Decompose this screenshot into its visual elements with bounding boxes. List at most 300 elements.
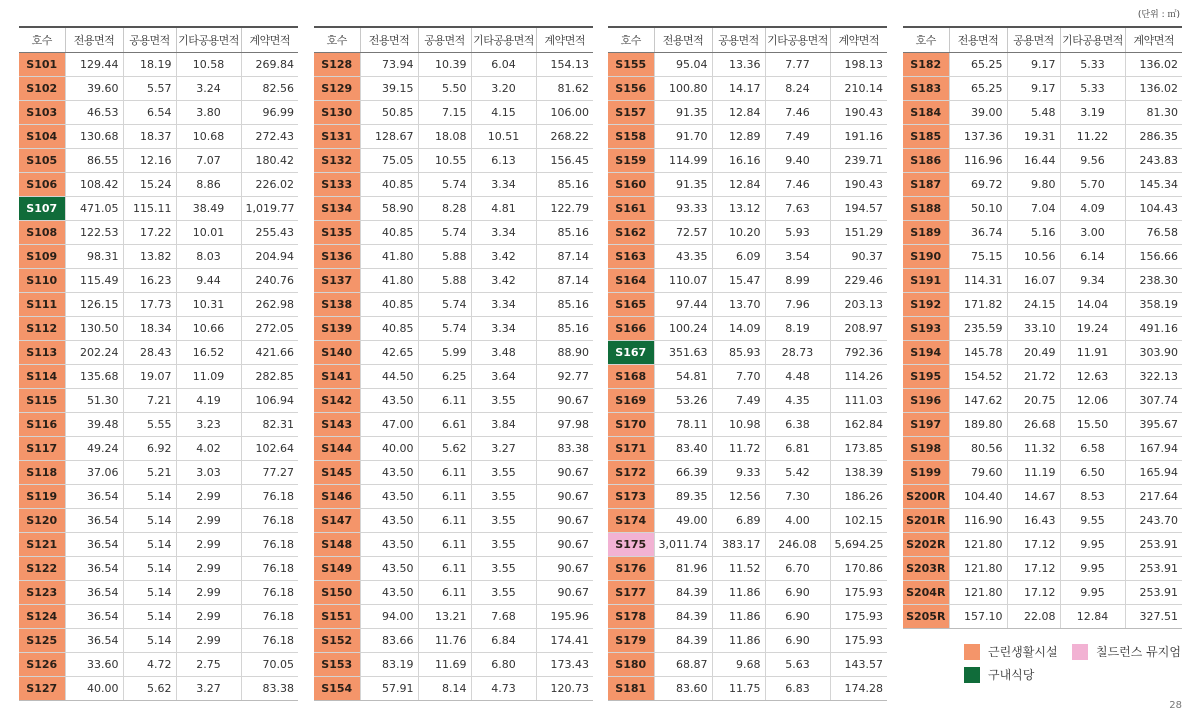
table-row xyxy=(19,509,298,533)
table-row xyxy=(314,653,593,677)
area-value-cell: 5.93 xyxy=(765,221,830,245)
area-value-cell: 36.74 xyxy=(949,221,1007,245)
table-row xyxy=(19,101,298,125)
area-value-cell: 208.97 xyxy=(830,317,887,341)
area-value-cell: 14.09 xyxy=(712,317,765,341)
unit-code-cell: S138 xyxy=(314,293,360,317)
area-value-cell: 83.60 xyxy=(654,677,712,701)
area-value-cell: 40.00 xyxy=(360,437,418,461)
table-row xyxy=(903,197,1182,221)
unit-code-cell: S105 xyxy=(19,149,65,173)
area-value-cell: 121.80 xyxy=(949,557,1007,581)
area-value-cell: 5.21 xyxy=(123,461,176,485)
table-row xyxy=(19,341,298,365)
area-value-cell: 83.19 xyxy=(360,653,418,677)
area-value-cell: 136.02 xyxy=(1125,53,1182,77)
column-header: 기타공용면적 xyxy=(176,27,241,53)
table-row xyxy=(608,149,887,173)
area-value-cell: 40.85 xyxy=(360,293,418,317)
area-value-cell: 2.99 xyxy=(176,533,241,557)
area-value-cell: 6.80 xyxy=(471,653,536,677)
area-value-cell: 82.31 xyxy=(241,413,298,437)
area-value-cell: 7.63 xyxy=(765,197,830,221)
area-value-cell: 7.49 xyxy=(712,389,765,413)
unit-code-cell: S171 xyxy=(608,437,654,461)
unit-code-cell: S147 xyxy=(314,509,360,533)
area-value-cell: 97.44 xyxy=(654,293,712,317)
table-row xyxy=(314,125,593,149)
area-value-cell: 421.66 xyxy=(241,341,298,365)
unit-code-cell: S115 xyxy=(19,389,65,413)
area-value-cell: 9.68 xyxy=(712,653,765,677)
table-row xyxy=(314,293,593,317)
area-value-cell: 5.74 xyxy=(418,293,471,317)
area-value-cell: 3.42 xyxy=(471,269,536,293)
area-table-4 xyxy=(903,26,1182,629)
area-value-cell: 22.08 xyxy=(1007,605,1060,629)
table-row xyxy=(608,125,887,149)
unit-code-cell: S179 xyxy=(608,629,654,653)
area-value-cell: 28.73 xyxy=(765,341,830,365)
area-value-cell: 10.68 xyxy=(176,125,241,149)
unit-code-cell: S141 xyxy=(314,365,360,389)
area-value-cell: 3.34 xyxy=(471,221,536,245)
area-value-cell: 190.43 xyxy=(830,101,887,125)
area-value-cell: 4.73 xyxy=(471,677,536,701)
unit-code-cell: S151 xyxy=(314,605,360,629)
table-row xyxy=(19,581,298,605)
area-value-cell: 93.33 xyxy=(654,197,712,221)
area-value-cell: 11.09 xyxy=(176,365,241,389)
area-value-cell: 43.50 xyxy=(360,581,418,605)
area-value-cell: 85.16 xyxy=(536,293,593,317)
area-value-cell: 12.16 xyxy=(123,149,176,173)
area-value-cell: 17.12 xyxy=(1007,581,1060,605)
table-header-row xyxy=(903,27,1182,53)
table-row xyxy=(314,197,593,221)
column-header: 전용면적 xyxy=(65,27,123,53)
unit-code-cell: S166 xyxy=(608,317,654,341)
area-value-cell: 3.34 xyxy=(471,293,536,317)
area-value-cell: 24.15 xyxy=(1007,293,1060,317)
area-value-cell: 10.98 xyxy=(712,413,765,437)
area-value-cell: 186.26 xyxy=(830,485,887,509)
unit-code-cell: S197 xyxy=(903,413,949,437)
area-value-cell: 76.18 xyxy=(241,557,298,581)
area-value-cell: 5.14 xyxy=(123,485,176,509)
table-row xyxy=(903,365,1182,389)
area-value-cell: 175.93 xyxy=(830,605,887,629)
area-value-cell: 79.60 xyxy=(949,461,1007,485)
area-value-cell: 11.69 xyxy=(418,653,471,677)
area-value-cell: 180.42 xyxy=(241,149,298,173)
area-value-cell: 7.30 xyxy=(765,485,830,509)
area-value-cell: 5.62 xyxy=(418,437,471,461)
area-value-cell: 10.55 xyxy=(418,149,471,173)
unit-code-cell: S164 xyxy=(608,269,654,293)
area-value-cell: 7.15 xyxy=(418,101,471,125)
area-value-cell: 6.83 xyxy=(765,677,830,701)
area-value-cell: 8.14 xyxy=(418,677,471,701)
table-row xyxy=(903,293,1182,317)
unit-code-cell: S156 xyxy=(608,77,654,101)
area-value-cell: 18.34 xyxy=(123,317,176,341)
unit-code-cell: S158 xyxy=(608,125,654,149)
area-value-cell: 44.50 xyxy=(360,365,418,389)
area-value-cell: 17.12 xyxy=(1007,533,1060,557)
unit-code-cell: S137 xyxy=(314,269,360,293)
table-row xyxy=(903,53,1182,77)
table-row xyxy=(608,389,887,413)
area-value-cell: 147.62 xyxy=(949,389,1007,413)
area-value-cell: 9.33 xyxy=(712,461,765,485)
area-value-cell: 14.67 xyxy=(1007,485,1060,509)
legend-item-retail xyxy=(964,643,1058,660)
area-value-cell: 6.25 xyxy=(418,365,471,389)
area-value-cell: 65.25 xyxy=(949,53,1007,77)
area-value-cell: 111.03 xyxy=(830,389,887,413)
area-value-cell: 156.66 xyxy=(1125,245,1182,269)
area-value-cell: 154.13 xyxy=(536,53,593,77)
area-value-cell: 174.28 xyxy=(830,677,887,701)
unit-code-cell: S149 xyxy=(314,557,360,581)
area-value-cell: 12.56 xyxy=(712,485,765,509)
area-value-cell: 136.02 xyxy=(1125,77,1182,101)
area-value-cell: 11.19 xyxy=(1007,461,1060,485)
area-value-cell: 269.84 xyxy=(241,53,298,77)
area-value-cell: 9.17 xyxy=(1007,77,1060,101)
area-value-cell: 6.14 xyxy=(1060,245,1125,269)
area-value-cell: 83.40 xyxy=(654,437,712,461)
unit-code-cell: S107 xyxy=(19,197,65,221)
table-header-row xyxy=(608,27,887,53)
area-value-cell: 204.94 xyxy=(241,245,298,269)
area-value-cell: 189.80 xyxy=(949,413,1007,437)
area-value-cell: 3.34 xyxy=(471,317,536,341)
table-row xyxy=(608,581,887,605)
area-value-cell: 40.85 xyxy=(360,173,418,197)
area-value-cell: 88.90 xyxy=(536,341,593,365)
area-value-cell: 6.81 xyxy=(765,437,830,461)
area-value-cell: 94.00 xyxy=(360,605,418,629)
area-value-cell: 114.99 xyxy=(654,149,712,173)
table-row xyxy=(314,509,593,533)
area-value-cell: 110.07 xyxy=(654,269,712,293)
column-header: 전용면적 xyxy=(360,27,418,53)
unit-code-cell: S155 xyxy=(608,53,654,77)
table-row xyxy=(314,53,593,77)
unit-code-cell: S159 xyxy=(608,149,654,173)
area-value-cell: 5.74 xyxy=(418,173,471,197)
area-value-cell: 36.54 xyxy=(65,557,123,581)
unit-code-cell: S169 xyxy=(608,389,654,413)
area-value-cell: 97.98 xyxy=(536,413,593,437)
area-value-cell: 253.91 xyxy=(1125,581,1182,605)
area-value-cell: 17.22 xyxy=(123,221,176,245)
unit-code-cell: S194 xyxy=(903,341,949,365)
area-value-cell: 9.40 xyxy=(765,149,830,173)
area-value-cell: 36.54 xyxy=(65,605,123,629)
area-value-cell: 7.21 xyxy=(123,389,176,413)
area-value-cell: 2.99 xyxy=(176,605,241,629)
unit-code-cell: S184 xyxy=(903,101,949,125)
area-value-cell: 114.31 xyxy=(949,269,1007,293)
column-header: 계약면적 xyxy=(830,27,887,53)
area-value-cell: 90.67 xyxy=(536,485,593,509)
area-value-cell: 307.74 xyxy=(1125,389,1182,413)
unit-code-cell: S112 xyxy=(19,317,65,341)
area-value-cell: 12.06 xyxy=(1060,389,1125,413)
area-value-cell: 43.50 xyxy=(360,389,418,413)
area-value-cell: 8.24 xyxy=(765,77,830,101)
area-value-cell: 3.23 xyxy=(176,413,241,437)
area-value-cell: 303.90 xyxy=(1125,341,1182,365)
table-row xyxy=(314,581,593,605)
area-value-cell: 383.17 xyxy=(712,533,765,557)
area-value-cell: 3.48 xyxy=(471,341,536,365)
area-value-cell: 14.17 xyxy=(712,77,765,101)
area-value-cell: 15.50 xyxy=(1060,413,1125,437)
table-row xyxy=(314,341,593,365)
unit-code-cell: S139 xyxy=(314,317,360,341)
table-row xyxy=(314,269,593,293)
table-row xyxy=(608,197,887,221)
area-value-cell: 246.08 xyxy=(765,533,830,557)
table-row xyxy=(608,77,887,101)
unit-code-cell: S142 xyxy=(314,389,360,413)
area-value-cell: 5.88 xyxy=(418,245,471,269)
table-row xyxy=(608,437,887,461)
unit-code-cell: S176 xyxy=(608,557,654,581)
area-value-cell: 15.47 xyxy=(712,269,765,293)
column-header: 호수 xyxy=(19,27,65,53)
area-value-cell: 5.57 xyxy=(123,77,176,101)
area-value-cell: 21.72 xyxy=(1007,365,1060,389)
area-value-cell: 17.73 xyxy=(123,293,176,317)
unit-code-cell: S136 xyxy=(314,245,360,269)
area-value-cell: 83.66 xyxy=(360,629,418,653)
area-value-cell: 36.54 xyxy=(65,581,123,605)
area-value-cell: 75.05 xyxy=(360,149,418,173)
unit-code-cell: S157 xyxy=(608,101,654,125)
area-value-cell: 3.42 xyxy=(471,245,536,269)
unit-code-cell: S101 xyxy=(19,53,65,77)
column-header: 계약면적 xyxy=(241,27,298,53)
area-value-cell: 7.07 xyxy=(176,149,241,173)
area-value-cell: 3.27 xyxy=(471,437,536,461)
legend-label: 칠드런스 뮤지엄 xyxy=(1096,645,1181,659)
table-row xyxy=(314,317,593,341)
area-value-cell: 90.67 xyxy=(536,557,593,581)
area-value-cell: 36.54 xyxy=(65,509,123,533)
area-value-cell: 3.80 xyxy=(176,101,241,125)
area-value-cell: 10.66 xyxy=(176,317,241,341)
area-value-cell: 9.80 xyxy=(1007,173,1060,197)
area-value-cell: 85.93 xyxy=(712,341,765,365)
area-value-cell: 239.71 xyxy=(830,149,887,173)
area-value-cell: 39.60 xyxy=(65,77,123,101)
area-value-cell: 190.43 xyxy=(830,173,887,197)
area-value-cell: 65.25 xyxy=(949,77,1007,101)
column-header: 호수 xyxy=(903,27,949,53)
table-row xyxy=(608,365,887,389)
area-value-cell: 4.48 xyxy=(765,365,830,389)
legend-label: 근린생활시설 xyxy=(988,645,1058,659)
table-row xyxy=(608,461,887,485)
area-value-cell: 8.53 xyxy=(1060,485,1125,509)
area-value-cell: 33.10 xyxy=(1007,317,1060,341)
area-value-cell: 175.93 xyxy=(830,581,887,605)
area-value-cell: 217.64 xyxy=(1125,485,1182,509)
area-value-cell: 3.55 xyxy=(471,557,536,581)
table-row xyxy=(314,245,593,269)
table-row xyxy=(314,365,593,389)
unit-code-cell: S116 xyxy=(19,413,65,437)
unit-code-cell: S182 xyxy=(903,53,949,77)
table-row xyxy=(903,461,1182,485)
area-value-cell: 92.77 xyxy=(536,365,593,389)
table-row xyxy=(903,533,1182,557)
area-value-cell: 174.41 xyxy=(536,629,593,653)
area-value-cell: 46.53 xyxy=(65,101,123,125)
unit-code-cell: S148 xyxy=(314,533,360,557)
area-value-cell: 13.70 xyxy=(712,293,765,317)
area-value-cell: 3.55 xyxy=(471,485,536,509)
area-value-cell: 37.06 xyxy=(65,461,123,485)
area-value-cell: 39.00 xyxy=(949,101,1007,125)
area-value-cell: 6.89 xyxy=(712,509,765,533)
unit-code-cell: S127 xyxy=(19,677,65,701)
area-value-cell: 130.50 xyxy=(65,317,123,341)
area-value-cell: 81.96 xyxy=(654,557,712,581)
area-value-cell: 80.56 xyxy=(949,437,1007,461)
area-value-cell: 5.50 xyxy=(418,77,471,101)
unit-code-cell: S205R xyxy=(903,605,949,629)
area-value-cell: 73.94 xyxy=(360,53,418,77)
area-value-cell: 171.82 xyxy=(949,293,1007,317)
area-value-cell: 76.18 xyxy=(241,533,298,557)
table-row xyxy=(314,605,593,629)
area-value-cell: 20.75 xyxy=(1007,389,1060,413)
area-value-cell: 4.81 xyxy=(471,197,536,221)
area-value-cell: 272.05 xyxy=(241,317,298,341)
unit-code-cell: S144 xyxy=(314,437,360,461)
table-row xyxy=(608,605,887,629)
unit-code-cell: S165 xyxy=(608,293,654,317)
table-row xyxy=(19,461,298,485)
table-row xyxy=(314,221,593,245)
area-value-cell: 203.13 xyxy=(830,293,887,317)
unit-code-cell: S193 xyxy=(903,317,949,341)
column-header: 공용면적 xyxy=(418,27,471,53)
table-row xyxy=(314,149,593,173)
area-value-cell: 491.16 xyxy=(1125,317,1182,341)
area-value-cell: 16.16 xyxy=(712,149,765,173)
area-value-cell: 13.21 xyxy=(418,605,471,629)
area-value-cell: 5.33 xyxy=(1060,53,1125,77)
area-value-cell: 4.35 xyxy=(765,389,830,413)
unit-code-cell: S121 xyxy=(19,533,65,557)
table-row xyxy=(314,677,593,701)
area-value-cell: 43.50 xyxy=(360,533,418,557)
area-value-cell: 77.27 xyxy=(241,461,298,485)
area-value-cell: 122.79 xyxy=(536,197,593,221)
unit-code-cell: S125 xyxy=(19,629,65,653)
area-value-cell: 13.12 xyxy=(712,197,765,221)
area-value-cell: 81.30 xyxy=(1125,101,1182,125)
area-value-cell: 28.43 xyxy=(123,341,176,365)
unit-code-cell: S152 xyxy=(314,629,360,653)
area-value-cell: 16.43 xyxy=(1007,509,1060,533)
table-row xyxy=(608,413,887,437)
area-value-cell: 84.39 xyxy=(654,629,712,653)
unit-code-cell: S163 xyxy=(608,245,654,269)
area-value-cell: 19.24 xyxy=(1060,317,1125,341)
area-value-cell: 102.64 xyxy=(241,437,298,461)
unit-code-cell: S178 xyxy=(608,605,654,629)
table-row xyxy=(19,437,298,461)
area-value-cell: 85.16 xyxy=(536,173,593,197)
area-value-cell: 76.18 xyxy=(241,581,298,605)
area-value-cell: 13.36 xyxy=(712,53,765,77)
unit-code-cell: S174 xyxy=(608,509,654,533)
table-row xyxy=(608,53,887,77)
area-value-cell: 100.80 xyxy=(654,77,712,101)
area-value-cell: 6.11 xyxy=(418,461,471,485)
area-value-cell: 145.78 xyxy=(949,341,1007,365)
legend-item-cafeteria xyxy=(964,666,1034,683)
area-value-cell: 3.55 xyxy=(471,509,536,533)
area-value-cell: 6.90 xyxy=(765,629,830,653)
area-value-cell: 90.67 xyxy=(536,509,593,533)
area-value-cell: 5.14 xyxy=(123,581,176,605)
column-header: 공용면적 xyxy=(712,27,765,53)
area-value-cell: 76.58 xyxy=(1125,221,1182,245)
area-value-cell: 8.28 xyxy=(418,197,471,221)
unit-code-cell: S186 xyxy=(903,149,949,173)
table-row xyxy=(314,533,593,557)
area-value-cell: 9.95 xyxy=(1060,581,1125,605)
area-value-cell: 8.99 xyxy=(765,269,830,293)
area-value-cell: 173.85 xyxy=(830,437,887,461)
area-value-cell: 82.56 xyxy=(241,77,298,101)
area-value-cell: 11.86 xyxy=(712,581,765,605)
table-row xyxy=(19,389,298,413)
area-value-cell: 12.84 xyxy=(712,101,765,125)
area-value-cell: 7.96 xyxy=(765,293,830,317)
area-value-cell: 145.34 xyxy=(1125,173,1182,197)
area-value-cell: 83.38 xyxy=(536,437,593,461)
unit-code-cell: S196 xyxy=(903,389,949,413)
area-value-cell: 282.85 xyxy=(241,365,298,389)
area-value-cell: 6.58 xyxy=(1060,437,1125,461)
area-value-cell: 3.84 xyxy=(471,413,536,437)
unit-code-cell: S173 xyxy=(608,485,654,509)
area-value-cell: 9.44 xyxy=(176,269,241,293)
area-value-cell: 9.56 xyxy=(1060,149,1125,173)
unit-code-cell: S167 xyxy=(608,341,654,365)
unit-code-cell: S189 xyxy=(903,221,949,245)
table-row xyxy=(19,557,298,581)
area-value-cell: 9.95 xyxy=(1060,533,1125,557)
area-value-cell: 86.55 xyxy=(65,149,123,173)
area-value-cell: 5.14 xyxy=(123,509,176,533)
area-value-cell: 272.43 xyxy=(241,125,298,149)
area-value-cell: 10.39 xyxy=(418,53,471,77)
area-value-cell: 43.50 xyxy=(360,485,418,509)
unit-code-cell: S191 xyxy=(903,269,949,293)
table-row xyxy=(19,293,298,317)
